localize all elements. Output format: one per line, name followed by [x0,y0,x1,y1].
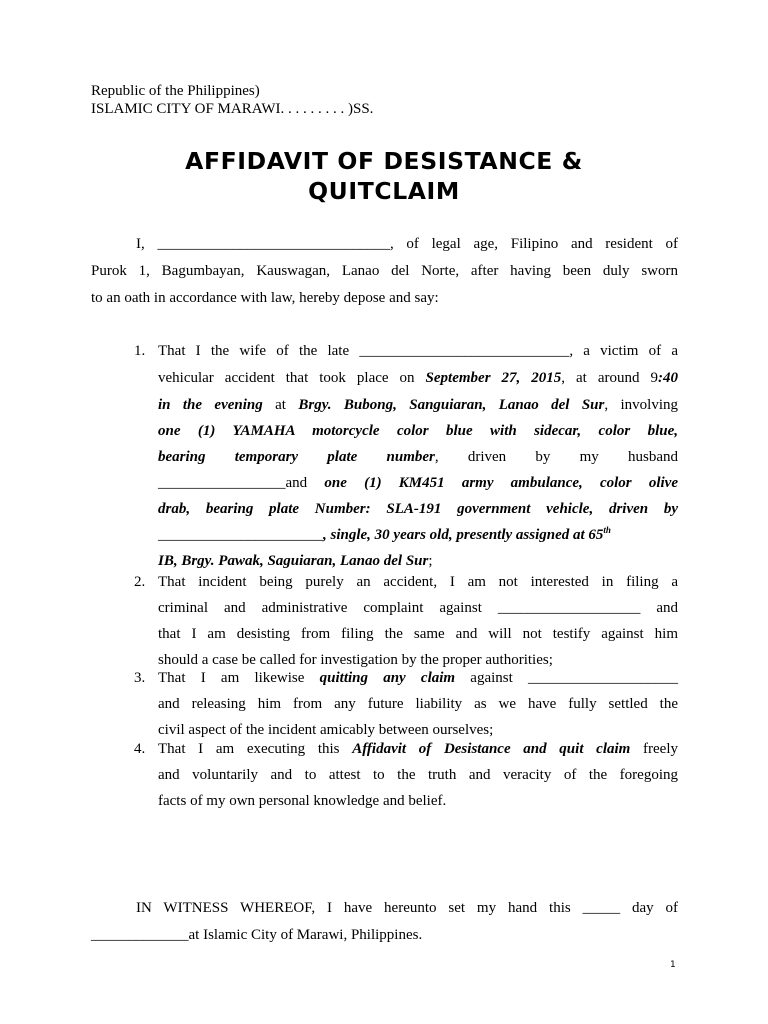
item-1-line-2: vehicular accident that took place on September 27, 2015, at around 9:40 [158,370,678,386]
item-3-line-2: and releasing him from any future liability as we have fully settled the [158,696,678,712]
item-2-line-3: that I am desisting from filing the same and will not testify against him [158,626,678,642]
item-1-line-7: drab, bearing plate Number: SLA-191 government vehicle, driven by [158,501,678,517]
page-number: 1 [670,960,676,970]
intro-line-1: I, _______________________________, of legal age, Filipino and resident of [136,236,678,252]
item-3-line-3: civil aspect of the incident amicably between ourselves; [158,722,494,738]
item-1-line-3: in the evening at Brgy. Bubong, Sanguiaran, Lanao del Sur, involving [158,397,678,413]
item-1-line-8: ______________________, single, 30 years old, presently assigned at 65th [158,525,611,543]
item-3-line-1: That I am likewise quitting any claim against ____________________ [158,670,678,686]
item-1-line-1: That I the wife of the late ____________________________, a victim of a [158,343,678,359]
witness-line-2: _____________at Islamic City of Marawi, Philippines. [91,927,423,943]
item-1-line-5: bearing temporary plate number, driven by my husband [158,449,679,465]
item-2-number: 2. [134,574,146,590]
item-2-line-4: should a case be called for investigation by the proper authorities; [158,652,553,668]
intro-line-2: Purok 1, Bagumbayan, Kauswagan, Lanao del Norte, after having been duly sworn [91,263,678,279]
intro-line-3: to an oath in accordance with law, hereby depose and say: [91,290,439,306]
item-1-line-9: IB, Brgy. Pawak, Saguiaran, Lanao del Sur; [158,553,433,569]
item-4-line-3: facts of my own personal knowledge and belief. [158,793,447,809]
item-4-line-1: That I am executing this Affidavit of Desistance and quit claim freely [158,741,678,757]
item-4-number: 4. [134,741,146,757]
item-3-number: 3. [134,670,146,686]
item-1-line-6: _________________and one (1) KM451 army ambulance, color olive [158,475,678,491]
witness-line-1: IN WITNESS WHEREOF, I have hereunto set my hand this _____ day of [136,900,678,916]
item-2-line-2: criminal and administrative complaint against ___________________ and [158,600,678,616]
title-line-1: AFFIDAVIT OF DESISTANCE & [185,147,583,175]
item-2-line-1: That incident being purely an accident, I am not interested in filing a [158,574,678,590]
item-1-number: 1. [134,343,146,359]
document-title [100,146,668,206]
item-1-line-4: one (1) YAMAHA motorcycle color blue with sidecar, color blue, [158,423,678,439]
item-4-line-2: and voluntarily and to attest to the truth and veracity of the foregoing [158,767,678,783]
header-republic: Republic of the Philippines) [91,83,260,99]
title-line-2: QUITCLAIM [308,177,460,205]
header-city: ISLAMIC CITY OF MARAWI. . . . . . . . . )SS. [91,101,374,117]
